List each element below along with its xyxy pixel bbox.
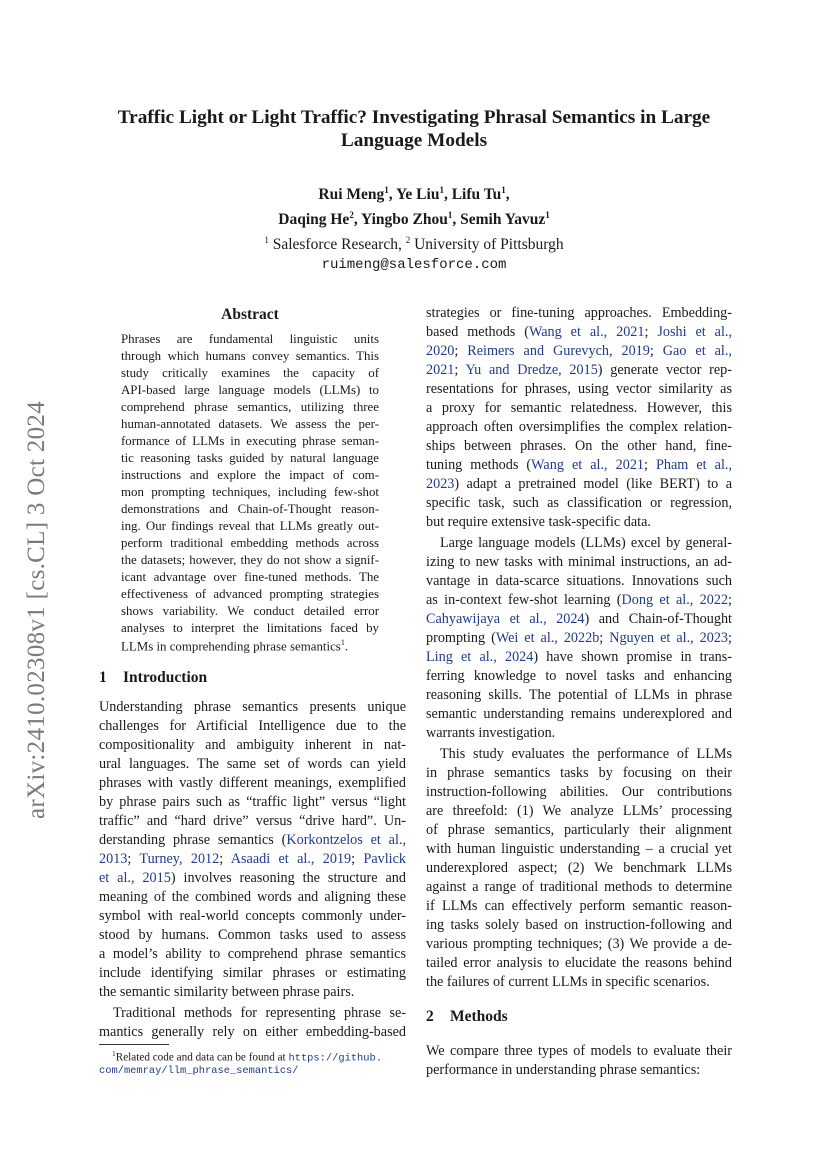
citation-link[interactable]: Wei et al., 2022b: [495, 630, 600, 646]
citation-link[interactable]: 2020: [426, 343, 455, 359]
text-line: This study evaluates the performance of LLMs: [440, 746, 732, 762]
author-line-2: [60, 205, 768, 230]
text-line: a model’s ability to comprehend phrase semantics: [99, 946, 406, 962]
text-line: [99, 870, 406, 887]
citation-link[interactable]: 2021: [426, 362, 455, 378]
citation-link[interactable]: Korkontzelos et al.,: [286, 832, 407, 848]
text-line: [426, 649, 732, 666]
citation-link[interactable]: Dong et al., 2022: [621, 592, 729, 608]
text-line: 2021; Yu and Dredze, 2015) generate vector rep-: [426, 362, 732, 378]
text: derstanding phrase semantics (: [99, 832, 287, 848]
abstract-text: LLMs in comprehending phrase semantics: [121, 639, 341, 654]
text-line: Traditional methods for representing phrase se-: [113, 1005, 406, 1021]
author-name: Ye Liu: [395, 186, 440, 204]
abstract-line: API-based large language models (LLMs) to: [121, 383, 379, 397]
citation-link[interactable]: Wang et al., 2021: [528, 324, 645, 340]
title-line: Traffic Light or Light Traffic? Investigating Phrasal Semantics in Large: [117, 107, 711, 128]
arxiv-identifier-stamp: [14, 375, 60, 845]
text-line: We compare three types of models to evaluate their: [426, 1043, 732, 1059]
text-line: but require extensive task-specific data.: [426, 514, 651, 530]
section-title: Methods: [450, 1008, 508, 1025]
affiliation-mark: 1: [384, 185, 389, 195]
separator: ,: [388, 186, 396, 204]
text-line: stood by humans. Common tasks used to assess: [99, 927, 406, 943]
text-line: 2013; Turney, 2012; Asaadi et al., 2019; Pavlick: [99, 851, 406, 867]
citation-link[interactable]: Yu and Dredze, 2015: [465, 362, 598, 378]
arxiv-stamp-text: arXiv:2410.02308v1 [cs.CL] 3 Oct 2024: [23, 401, 51, 819]
text-line: ural languages. The same set of words can yield: [99, 756, 406, 772]
contact-email[interactable]: ruimeng@salesforce.com: [321, 257, 507, 274]
text: as in-context few-shot learning (: [426, 592, 622, 608]
text-line: ing tasks solely based on instruction-following and: [426, 917, 732, 933]
author-name: Yingbo Zhou: [361, 211, 448, 229]
text-line: mantics generally rely on either embedding-based: [99, 1024, 406, 1040]
abstract-line: the datasets; however, they do not show a signif-: [121, 553, 379, 567]
section-number: 2: [426, 1008, 434, 1025]
citation-link[interactable]: Reimers and Gurevych, 2019: [467, 343, 650, 359]
footnote-text: Related code and data can be found at: [115, 1051, 286, 1064]
section-number: 1: [99, 669, 107, 686]
text: prompting (: [426, 630, 496, 646]
abstract-heading: Abstract: [221, 306, 279, 323]
abstract-line: shows variability. We conduct detailed error: [121, 604, 379, 618]
footnote-url[interactable]: https://github.: [288, 1052, 382, 1065]
separator: ,: [353, 211, 361, 229]
abstract-line: through which humans convey semantics. This: [121, 349, 379, 363]
text-line: tuning methods (Wang et al., 2021; Pham et al.,: [426, 457, 733, 473]
text-line: of phrase semantics, particularly their alignment: [426, 822, 732, 838]
text: ) adapt a pretrained model (like BERT) to a: [454, 476, 732, 492]
abstract-line: icant advantage over fine-tuned methods. The: [121, 570, 379, 584]
text: ) generate vector rep-: [597, 362, 732, 378]
title-line: Language Models: [340, 130, 488, 151]
abstract-line: demonstrations and Chain-of-Thought reason-: [121, 502, 379, 516]
footnote-mark: 1: [112, 1049, 116, 1058]
text-line: by phrase pairs such as “traffic light” versus “light: [99, 794, 406, 810]
abstract-line: study critically examines the capacity of: [121, 366, 379, 380]
citation-link[interactable]: et al., 2015: [99, 870, 171, 886]
author-name: Rui Meng: [318, 186, 385, 204]
affiliation-mark: 1: [545, 210, 550, 221]
abstract-line: ing. Our findings reveal that LLMs greatly out-: [121, 519, 379, 533]
text-line: izing to new tasks with minimal instructions, an ad-: [426, 554, 732, 570]
abstract-line: mon prompting techniques, including few-shot: [121, 485, 379, 499]
citation-link[interactable]: Nguyen et al., 2023: [609, 630, 729, 646]
text: ) involves reasoning the structure and: [170, 870, 406, 886]
section-heading-methods: [426, 1008, 508, 1026]
footnote-url[interactable]: com/memray/llm_phrase_semantics/: [99, 1065, 299, 1077]
text-line: [426, 611, 732, 628]
affiliation-mark: 2: [405, 235, 411, 246]
text-line: based methods (Wang et al., 2021; Joshi et al.,: [426, 324, 732, 340]
abstract-line: Phrases are fundamental linguistic units: [121, 332, 379, 346]
text-line: vantage in data-scarce situations. Innovations such: [426, 573, 732, 589]
text-line: against a range of traditional methods to determine: [426, 879, 732, 895]
author-name: Semih Yavuz: [460, 211, 546, 229]
footnote-mark[interactable]: 1: [340, 638, 345, 647]
citation-link[interactable]: Asaadi et al., 2019: [230, 851, 352, 867]
text-line: underexplored aspect; (2) We benchmark LLMs: [426, 860, 732, 876]
text-line: 2020; Reimers and Gurevych, 2019; Gao et al.,: [426, 343, 732, 359]
text-line: semantic understanding remains underexplored and: [426, 706, 732, 722]
affiliation-mark: 1: [264, 235, 269, 246]
text-line: instruction-following abilities. Our contributions: [426, 784, 732, 800]
text-line: ferring knowledge to novel tasks and enhancing: [426, 668, 732, 684]
citation-link[interactable]: Wang et al., 2021: [531, 457, 645, 473]
author-block: [60, 180, 768, 276]
affiliation-1: Salesforce Research,: [272, 236, 402, 254]
footnote-line: [99, 1064, 409, 1077]
text-line: various prompting techniques; (3) We provide a de-: [426, 936, 732, 952]
text-line: challenges for Artificial Intelligence due to the: [99, 718, 406, 734]
affiliation-mark: 1: [439, 185, 444, 195]
text: tuning methods (: [426, 457, 532, 473]
text-line: [99, 832, 406, 849]
abstract-line: human-annotated datasets. We assess the per-: [121, 417, 379, 431]
text-line: specific task, such as classification or regression,: [426, 495, 732, 511]
footnote-rule: [99, 1044, 169, 1045]
separator: ,: [452, 211, 461, 229]
abstract-line: instructions and explore the impact of com-: [121, 468, 379, 482]
citation-link[interactable]: Pham et al.,: [656, 457, 733, 473]
text-line: warrants investigation.: [426, 725, 556, 741]
abstract-line: [121, 638, 379, 654]
author-name: Lifu Tu: [451, 186, 502, 204]
text: based methods (: [426, 324, 529, 340]
affiliation-2: University of Pittsburgh: [414, 236, 564, 254]
author-line-1: Rui Meng$^1$, Ye Liu$^1$, Lifu Tu$^1$,: [318, 185, 510, 204]
text-line: are threefold: (1) We analyze LLMs’ processing: [426, 803, 732, 819]
citation-link[interactable]: Ling et al., 2024: [426, 649, 534, 665]
affiliations: [60, 230, 768, 255]
abstract-line: effectiveness of advanced prompting strategies: [121, 587, 379, 601]
text-line: prompting (Wei et al., 2022b; Nguyen et al., 2023;: [426, 630, 732, 646]
section-title: Introduction: [123, 669, 208, 686]
text-line: the semantic similarity between phrase pairs.: [99, 984, 355, 1000]
section-heading-introduction: [99, 669, 207, 687]
text-line: resentations for phrases, using vector similarity as: [426, 381, 732, 397]
citation-link[interactable]: Pavlick: [363, 851, 406, 867]
text-line: if LLMs can effectively perform semantic reason-: [426, 898, 732, 914]
text-line: in phrase semantics tasks by focusing on their: [426, 765, 732, 781]
text-line: approach often oversimplifies the complex relation-: [426, 419, 732, 435]
text-line: Understanding phrase semantics presents unique: [99, 699, 406, 715]
footnote: [112, 1049, 422, 1065]
citation-link[interactable]: 2013: [99, 851, 128, 867]
citation-link[interactable]: Cahyawijaya et al., 2024: [426, 611, 585, 627]
text-line: the failures of current LLMs in specific scenarios.: [426, 974, 710, 990]
abstract-line: comprehend phrase semantics, utilizing three: [121, 400, 379, 414]
abstract-line: formance of LLMs in executing phrase seman-: [121, 434, 379, 448]
text-line: [426, 476, 732, 493]
abstract-line: analyses to interpret the limitations faced by: [121, 621, 379, 635]
paper-title: [60, 106, 768, 152]
affiliation-mark: 2: [349, 210, 354, 221]
text-line: symbol with real-world concepts commonly under-: [99, 908, 406, 924]
text-line: with human linguistic understanding – a crucial yet: [426, 841, 732, 857]
abstract-line: tic reasoning tasks guided by natural language: [121, 451, 379, 465]
text-line: ships between phrases. On the other hand, fine-: [426, 438, 732, 454]
text-line: meaning of the combined words and aligning these: [99, 889, 406, 905]
affiliation-mark: 1: [501, 185, 506, 195]
text: ) have shown promise in trans-: [533, 649, 732, 665]
citation-link[interactable]: Turney, 2012: [139, 851, 220, 867]
text-line: include identifying similar phrases or estimating: [99, 965, 406, 981]
affiliation-mark: 1: [447, 210, 453, 221]
text-line: as in-context few-shot learning (Dong et al., 2022;: [426, 592, 732, 608]
citation-link[interactable]: 2023: [426, 476, 455, 492]
text-line: reasoning skills. The potential of LLMs in phrase: [426, 687, 732, 703]
text-line: tailed error analysis to elucidate the reasons behind: [426, 955, 732, 971]
abstract-line: perform traditional embedding methods across: [121, 536, 379, 550]
separator: ,: [443, 186, 452, 204]
citation-link[interactable]: Joshi et al.,: [657, 324, 732, 340]
text-line: strategies or fine-tuning approaches. Embedding-: [426, 305, 732, 321]
text-line: a proxy for semantic relatedness. However, this: [426, 400, 732, 416]
text-line: compositionality and ambiguity inherent in nat-: [99, 737, 406, 753]
text-line: performance in understanding phrase semantics:: [426, 1062, 701, 1078]
author-name: Daqing He: [278, 211, 350, 229]
text-line: phrases with vastly different meanings, exemplified: [99, 775, 406, 791]
citation-link[interactable]: Gao et al.,: [662, 343, 732, 359]
text: ) and Chain-of-Thought: [584, 611, 732, 627]
text-line: Large language models (LLMs) excel by general-: [440, 535, 732, 551]
text-line: traffic” and “hard drive” versus “drive hard”. Un-: [99, 813, 406, 829]
abstract-text: .: [344, 639, 349, 654]
